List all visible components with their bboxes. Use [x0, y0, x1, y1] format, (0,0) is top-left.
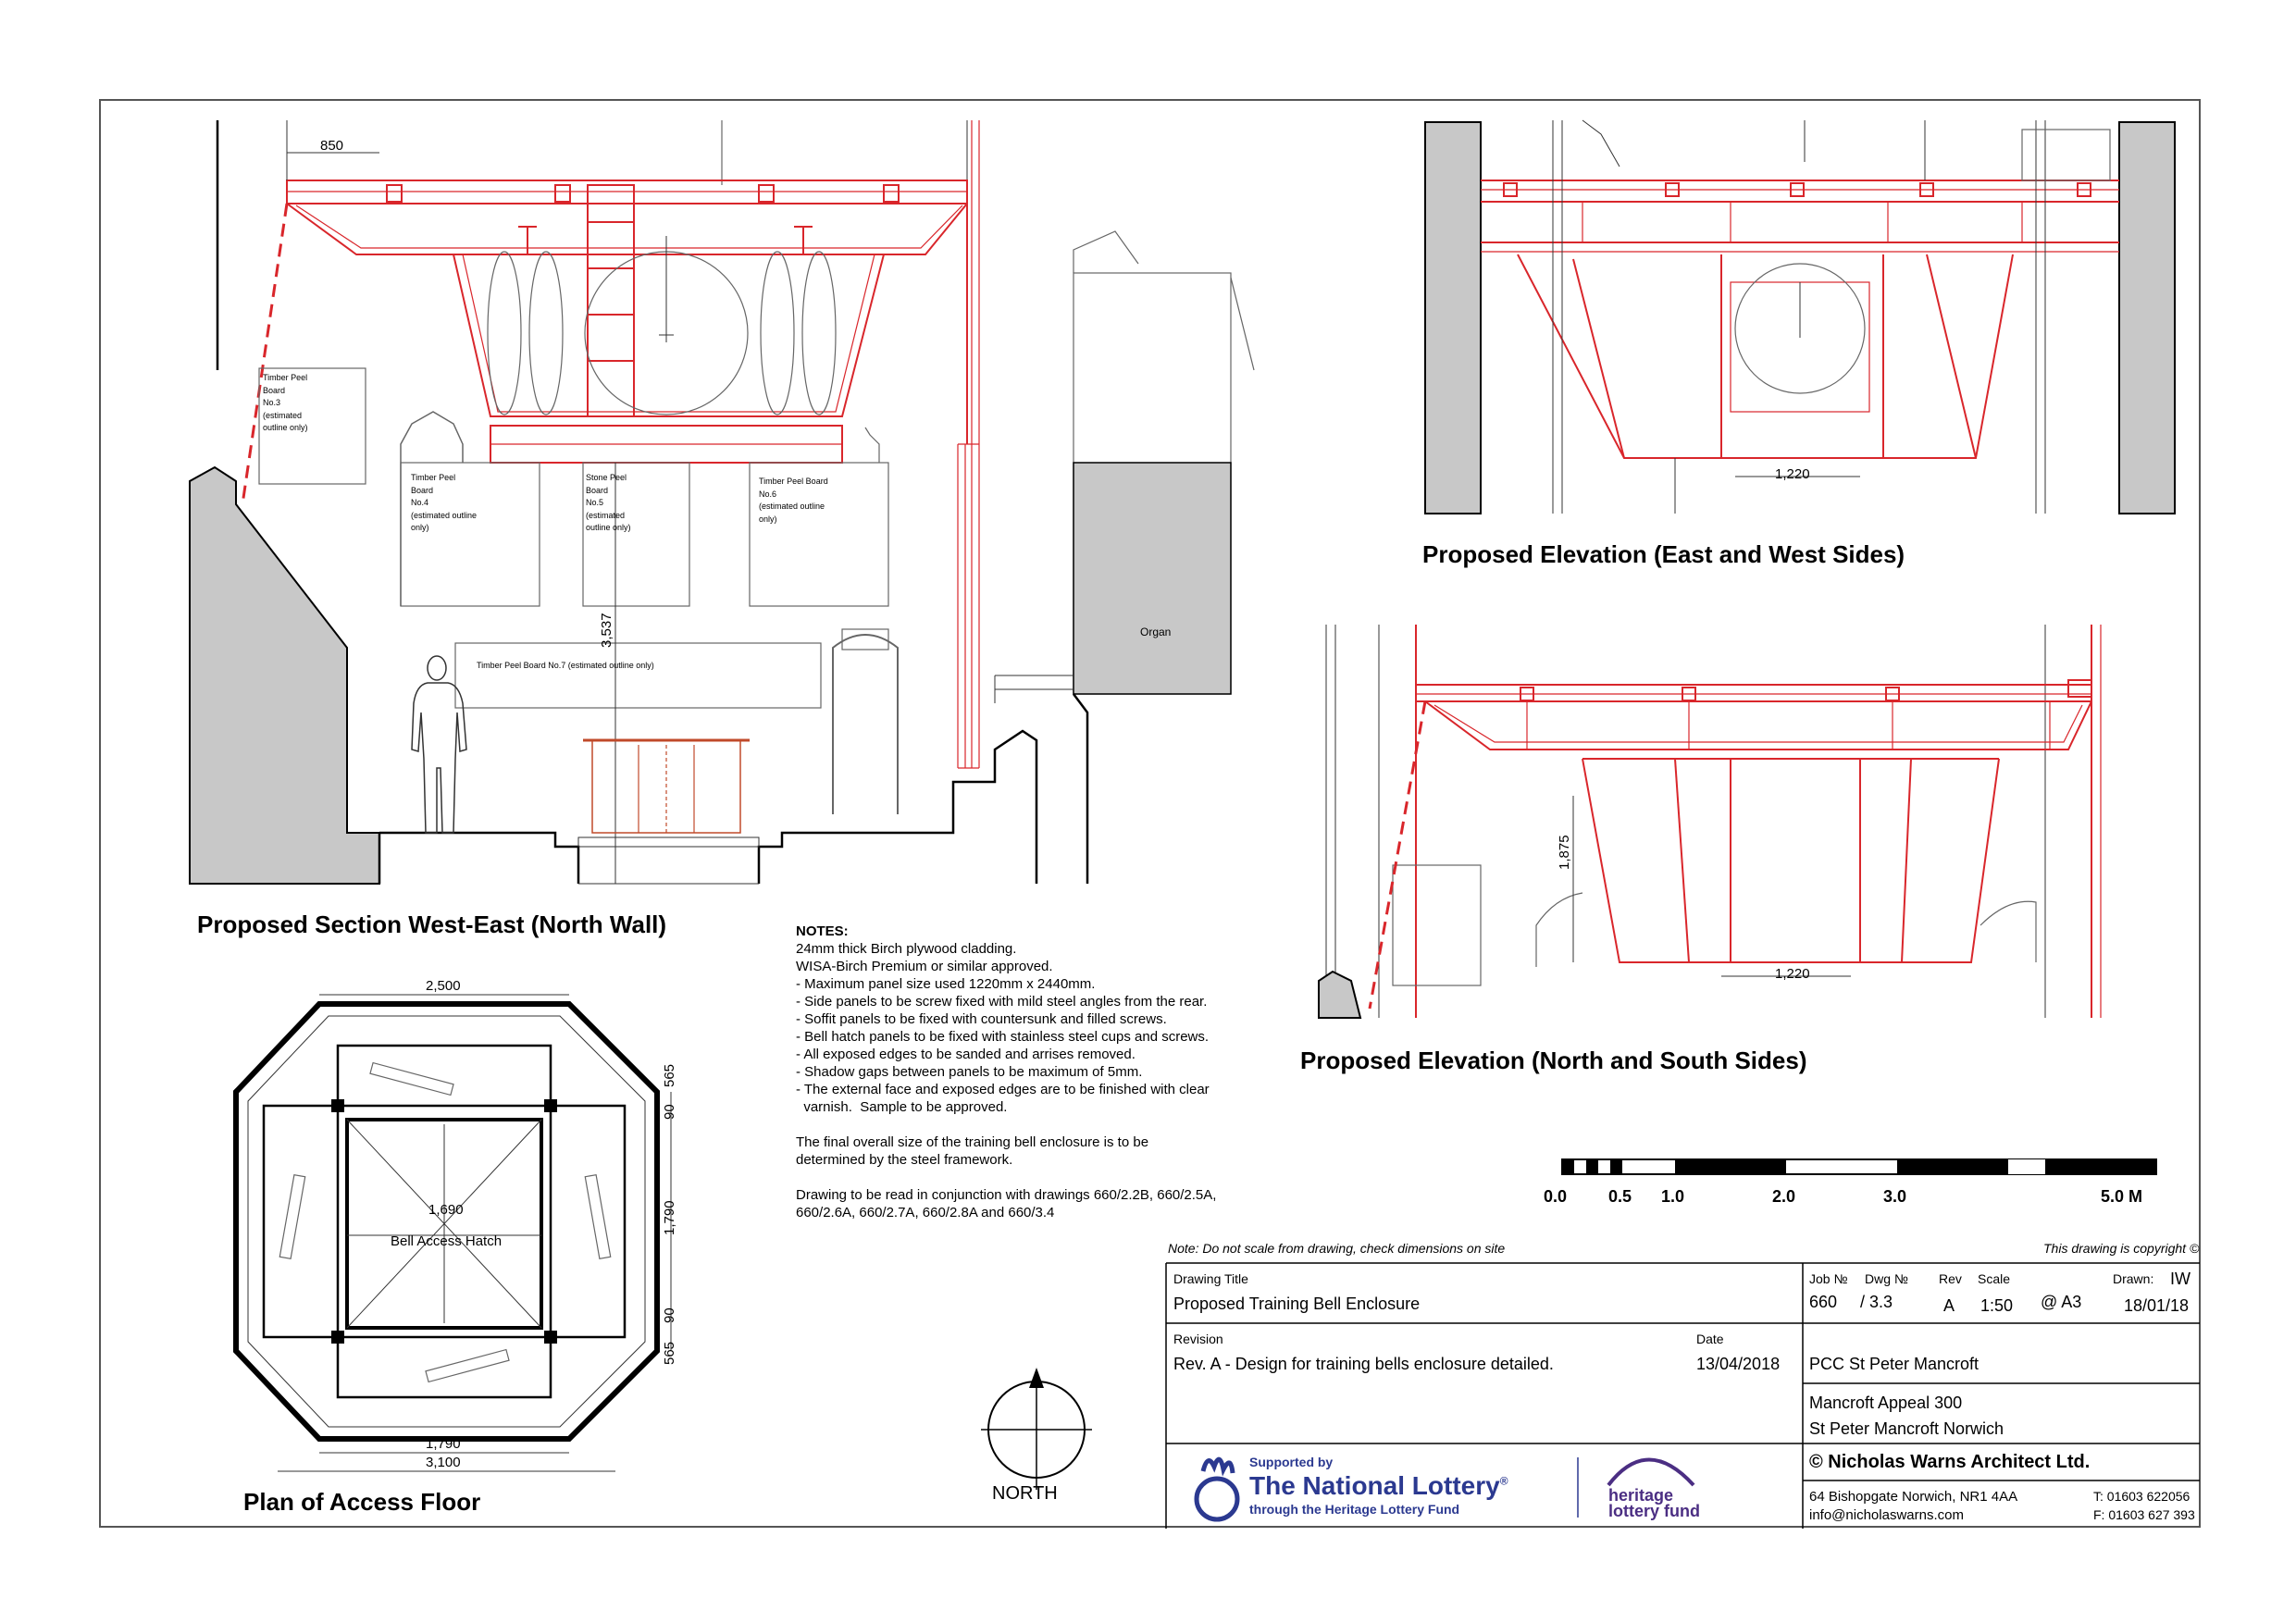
revision-label: Revision — [1173, 1332, 1223, 1346]
revision-date: 13/04/2018 — [1696, 1355, 1781, 1373]
project-line-1: Mancroft Appeal 300 — [1809, 1394, 1963, 1412]
architect-tel: T: 01603 622056 — [2093, 1489, 2191, 1504]
plan-dim-1790-side: 1,790 — [662, 1200, 677, 1235]
elev-ns-dim-1875: 1,875 — [1557, 835, 1572, 870]
scale-label: Scale — [1978, 1271, 2011, 1286]
architect-fax: F: 01603 627 393 — [2093, 1507, 2195, 1522]
note-line: - All exposed edges to be sanded and arrises removed. — [796, 1047, 1136, 1062]
elev-ew-dim-1220: 1,220 — [1775, 466, 1810, 482]
lottery-name — [1249, 1473, 1508, 1499]
plan-dim-1690: 1,690 — [428, 1202, 464, 1218]
note-para: The final overall size of the training bell enclosure is to be — [796, 1134, 1149, 1150]
elevation-east-west — [1425, 120, 2175, 514]
drawing-title-label: Drawing Title — [1173, 1271, 1248, 1286]
date-drawn: 18/01/18 — [2124, 1296, 2190, 1315]
plan-dim-565-top: 565 — [662, 1063, 677, 1087]
note-line: - Maximum panel size used 1220mm x 2440mm. — [796, 976, 1096, 992]
section-west-east — [190, 120, 1254, 884]
note-line: - Shadow gaps between panels to be maximum of 5mm. — [796, 1064, 1143, 1080]
scale-label-1: 1.0 — [1661, 1187, 1685, 1206]
note-line: varnish. Sample to be approved. — [796, 1099, 1008, 1115]
client-name: PCC St Peter Mancroft — [1809, 1355, 1980, 1373]
peel-board-7 — [455, 643, 821, 708]
note-line: - The external face and exposed edges are to be finished with clear — [796, 1082, 1210, 1097]
peel-board-5-label: Stone Peel Board No.5 (estimated outline only) — [586, 473, 631, 532]
scale-bar — [1562, 1159, 2156, 1174]
revision-text: Rev. A - Design for training bells enclosure detailed. — [1173, 1355, 1554, 1373]
organ-case — [1074, 463, 1231, 694]
note-line: - Soffit panels to be fixed with countersunk and filled screws. — [796, 1011, 1167, 1027]
project-line-2: St Peter Mancroft Norwich — [1809, 1419, 2004, 1438]
rev-label: Rev — [1939, 1271, 1962, 1286]
lottery-supported-by: Supported by — [1249, 1455, 1334, 1469]
plan-dim-565-bottom: 565 — [662, 1341, 677, 1365]
peel-board-6-label: Timber Peel Board No.6 (estimated outline only) — [759, 477, 828, 524]
job-no-label: Job № — [1809, 1271, 1848, 1286]
organ-label: Organ — [1140, 626, 1172, 638]
plan-dim-90-bottom: 90 — [662, 1307, 677, 1323]
plan-dim-1790-bottom: 1,790 — [426, 1436, 461, 1452]
peel-board-3-label: Timber Peel Board No.3 (estimated outline only) — [263, 373, 308, 432]
scale-label-0: 0.0 — [1544, 1187, 1568, 1206]
section-dim-850: 850 — [320, 138, 344, 154]
elevation-north-south — [1319, 625, 2101, 1018]
notes-heading: NOTES: — [796, 923, 849, 939]
elevation-east-west-title: Proposed Elevation (East and West Sides) — [1422, 540, 1905, 568]
north-label: NORTH — [992, 1483, 1058, 1504]
section-title: Proposed Section West-East (North Wall) — [197, 911, 667, 938]
drawn-label: Drawn: — [2113, 1271, 2154, 1286]
elev-ns-dim-1220: 1,220 — [1775, 966, 1810, 982]
peel-board-7-label: Timber Peel Board No.7 (estimated outline only) — [477, 661, 654, 670]
elev-ns-left-wall — [1319, 972, 1360, 1018]
date-label: Date — [1696, 1332, 1724, 1346]
rev-value: A — [1943, 1296, 1955, 1315]
architect-email: info@nicholaswarns.com — [1809, 1507, 1964, 1523]
lottery-reg-mark: ® — [1499, 1474, 1508, 1488]
plan-title: Plan of Access Floor — [243, 1488, 481, 1516]
scale-label-05: 0.5 — [1608, 1187, 1632, 1206]
scale-label-5: 5.0 M — [2101, 1187, 2143, 1206]
note-para: 660/2.6A, 660/2.7A, 660/2.8A and 660/3.4 — [796, 1205, 1055, 1220]
note-para: determined by the steel framework. — [796, 1152, 1013, 1168]
section-left-masonry — [190, 467, 379, 884]
drawing-title: Proposed Training Bell Enclosure — [1173, 1295, 1421, 1313]
plan-dim-90-top: 90 — [662, 1104, 677, 1120]
elev-ew-left-wall — [1425, 122, 1481, 514]
elevation-north-south-title: Proposed Elevation (North and South Sides) — [1300, 1047, 1807, 1074]
section-dim-height: 3,537 — [599, 613, 614, 648]
scale-figure — [412, 656, 466, 833]
note-line: - Side panels to be screw fixed with mild steel angles from the rear. — [796, 994, 1208, 1010]
plan-dim-2500: 2,500 — [426, 978, 461, 994]
paper-size: @ A3 — [2041, 1293, 2082, 1311]
job-no: 660 — [1809, 1293, 1838, 1311]
scale-value: 1:50 — [1980, 1296, 2014, 1315]
elev-ew-right-wall — [2119, 122, 2175, 514]
dwg-no: / 3.3 — [1860, 1293, 1893, 1311]
drawn-by: IW — [2170, 1270, 2191, 1288]
scale-label-2: 2.0 — [1772, 1187, 1796, 1206]
note-line: 24mm thick Birch plywood cladding. — [796, 941, 1017, 957]
note-para: Drawing to be read in conjunction with drawings 660/2.2B, 660/2.5A, — [796, 1187, 1217, 1203]
hlf-logo-text: heritage lottery fund — [1608, 1486, 1700, 1521]
north-arrow-symbol — [981, 1368, 1092, 1490]
architect-name: © Nicholas Warns Architect Ltd. — [1809, 1452, 2091, 1472]
dwg-no-label: Dwg № — [1865, 1271, 1908, 1286]
peel-board-4-label: Timber Peel Board No.4 (estimated outline only) — [411, 473, 478, 532]
title-block-note-left: Note: Do not scale from drawing, check dimensions on site — [1168, 1241, 1506, 1256]
lottery-sub: through the Heritage Lottery Fund — [1249, 1502, 1460, 1517]
title-block-note-right: This drawing is copyright © — [2043, 1241, 2200, 1256]
note-line: - Bell hatch panels to be fixed with stainless steel cups and screws. — [796, 1029, 1210, 1045]
lottery-name-text: The National Lottery — [1249, 1471, 1500, 1500]
note-line: WISA-Birch Premium or similar approved. — [796, 959, 1053, 974]
plan-dim-3100: 3,100 — [426, 1455, 461, 1470]
bell-access-hatch-label: Bell Access Hatch — [391, 1233, 503, 1249]
notes-block — [796, 923, 1314, 1221]
hlf-logo-arc — [1608, 1460, 1694, 1486]
scale-label-3: 3.0 — [1883, 1187, 1907, 1206]
architect-address: 64 Bishopgate Norwich, NR1 4AA — [1809, 1489, 2018, 1505]
